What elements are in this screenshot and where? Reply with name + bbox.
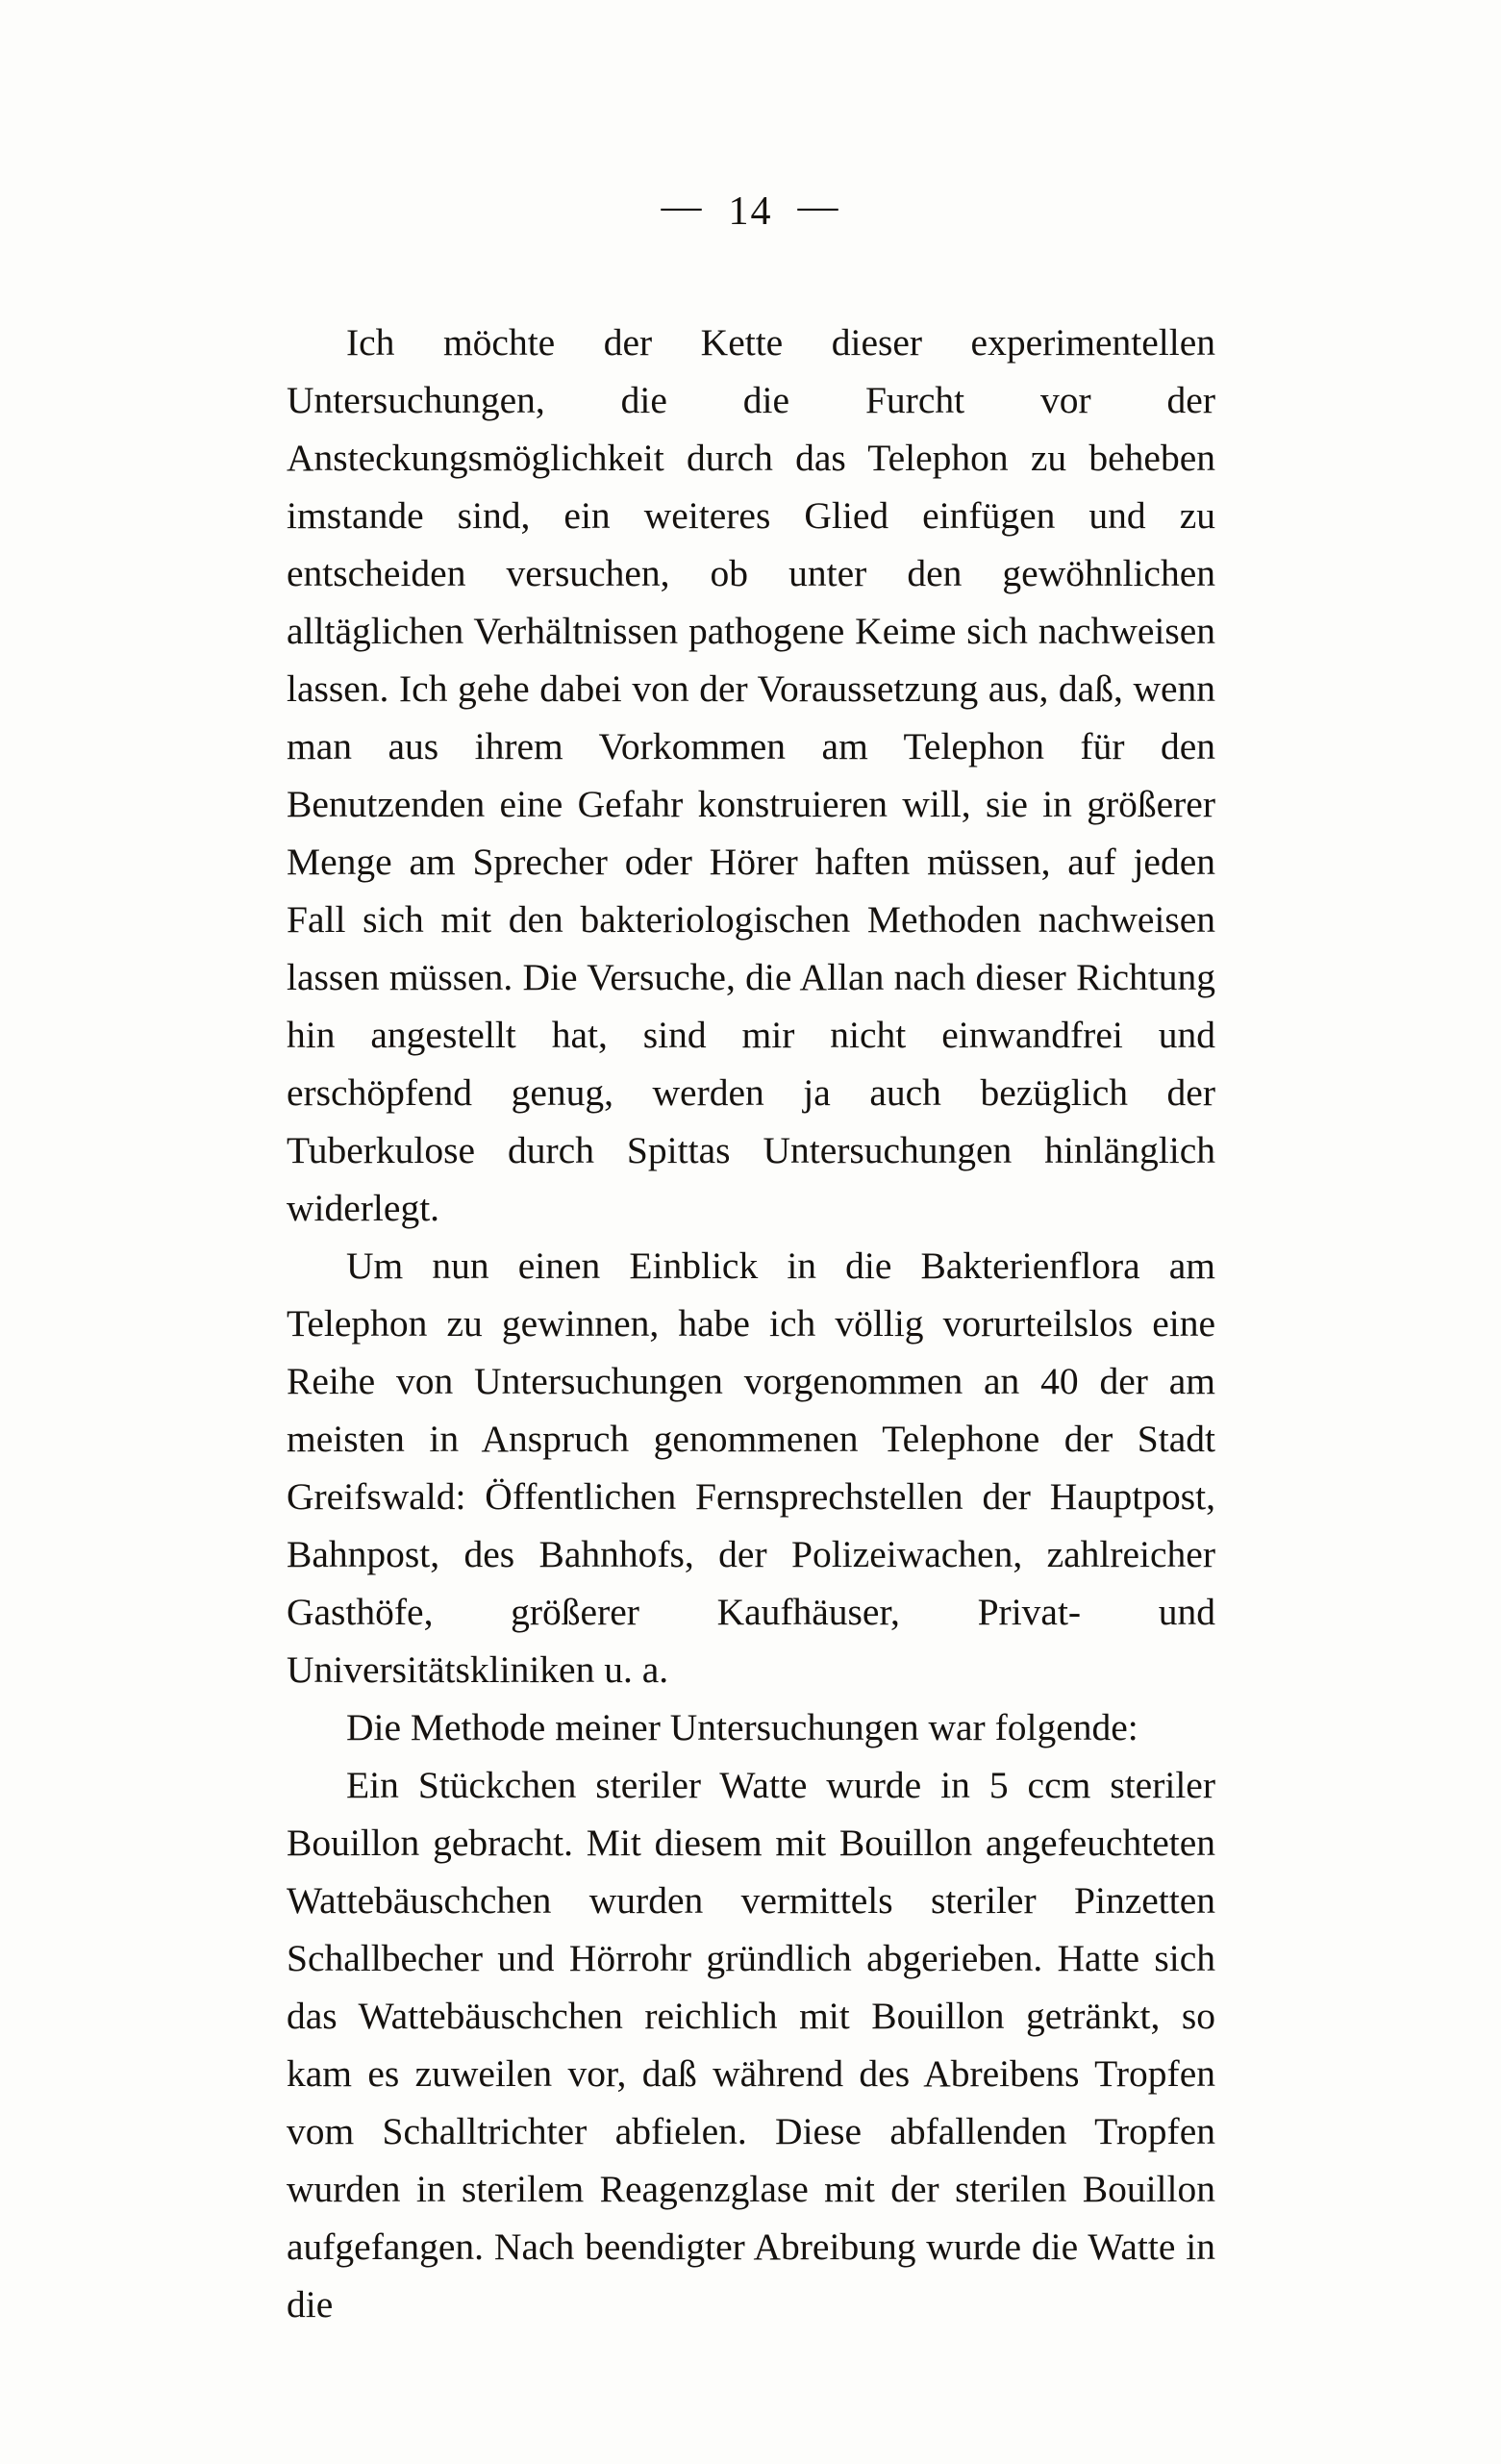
paragraph-2: Um nun einen Einblick in die Bakterienflora am Telephon zu gewinnen, habe ich völlig vorurteilslos eine Reihe von Untersuchungen vorgenommen an 40 der am meisten in Anspruch genommenen Telephone der Stadt Greifswald: Öffentlichen Fernsprechstellen der Hauptpost, Bahnpost, des Bahnhofs, der Polizeiwachen, zahlreicher Gasthöfe, größerer Kaufhäuser, Privat- und Universitätskliniken u. a. (287, 1245, 1215, 1691)
paragraph-4: Ein Stückchen steriler Watte wurde in 5 ccm steriler Bouillon gebracht. Mit diesem mit Bouillon angefeuchteten Wattebäuschchen wurden vermittels steriler Pinzetten Schallbecher und Hörrohr gründlich abgerieben. Hatte sich das Wattebäuschchen reichlich mit Bouillon getränkt, so kam es zuweilen vor, daß während des Abreibens Tropfen vom Schalltrichter abfielen. Diese abfallenden Tropfen wurden in sterilem Reagenzglase mit der sterilen Bouillon aufgefangen. Nach beendigter Abreibung wurde die Watte in die (287, 1764, 1215, 2326)
body-text (287, 314, 1215, 2333)
page-number-value: 14 (728, 189, 773, 234)
page-number-dash-left: — (661, 185, 704, 229)
paragraph-3: Die Methode meiner Untersuchungen war folgende: (346, 1706, 1138, 1748)
page-number (0, 185, 1501, 235)
paragraph-1: Ich möchte der Kette dieser experimentellen Untersuchungen, die die Furcht vor der Ansteckungsmöglichkeit durch das Telephon zu beheben imstande sind, ein weiteres Glied einfügen und zu entscheiden versuchen, ob unter den gewöhnlichen alltäglichen Verhältnissen pathogene Keime sich nachweisen lassen. Ich gehe dabei von der Voraussetzung aus, daß, wenn man aus ihrem Vorkommen am Telephon für den Benutzenden eine Gefahr konstruieren will, sie in größerer Menge am Sprecher oder Hörer haften müssen, auf jeden Fall sich mit den bakteriologischen Methoden nachweisen lassen müssen. Die Versuche, die Allan nach dieser Richtung hin angestellt hat, sind mir nicht einwandfrei und erschöpfend genug, werden ja auch bezüglich der Tuberkulose durch Spittas Untersuchungen hinlänglich widerlegt. (287, 321, 1215, 1229)
page-number-dash-right: — (797, 185, 840, 229)
